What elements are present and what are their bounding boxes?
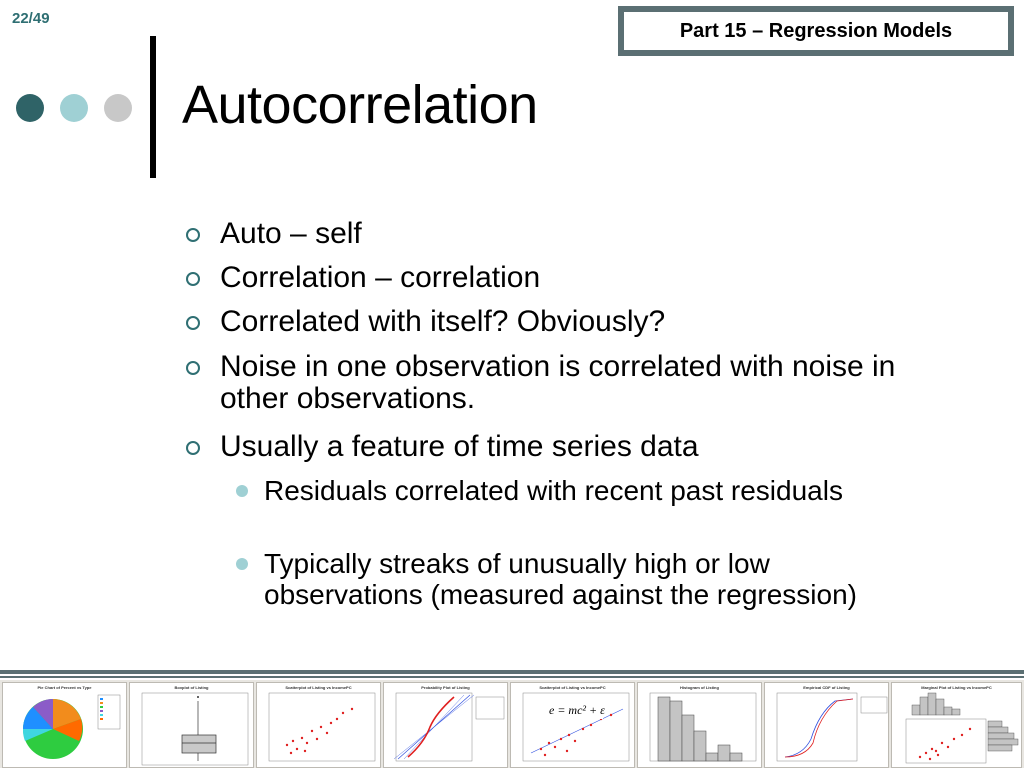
thumbnail-title: Empirical CDF of Listing bbox=[803, 685, 850, 690]
sub-bullet-item bbox=[264, 548, 894, 610]
sub-bullet-dot-icon bbox=[236, 485, 248, 497]
bullet-item bbox=[220, 218, 980, 250]
histogram-icon bbox=[638, 683, 762, 768]
sub-bullet-item bbox=[264, 475, 864, 506]
bullet-ring-icon bbox=[186, 441, 200, 455]
formula-text: e = mc² + ε bbox=[549, 703, 605, 717]
bullet-ring-icon bbox=[186, 361, 200, 375]
pie-chart-icon bbox=[3, 683, 127, 768]
page-number: 22/49 bbox=[12, 10, 50, 27]
sub-bullet-text: Typically streaks of unusually high or low observations (measured against the regression) bbox=[264, 548, 857, 610]
bullet-text: Usually a feature of time series data bbox=[220, 430, 699, 463]
thumbnail-cdf[interactable] bbox=[764, 682, 889, 768]
thumbnail-marginal-plot[interactable] bbox=[891, 682, 1022, 768]
bullet-text: Correlated with itself? Obviously? bbox=[220, 305, 666, 338]
sub-bullet-dot-icon bbox=[236, 558, 248, 570]
bullet-item bbox=[220, 431, 980, 463]
thumbnail-probability-plot[interactable] bbox=[383, 682, 508, 768]
thumbnail-boxplot[interactable] bbox=[129, 682, 254, 768]
scatterplot-formula-icon bbox=[511, 683, 635, 768]
marginal-plot-icon bbox=[892, 683, 1022, 768]
thumbnail-title: Pie Chart of Percent vs Type bbox=[37, 685, 92, 690]
slide-title: Autocorrelation bbox=[182, 75, 538, 135]
cdf-icon bbox=[765, 683, 889, 768]
bullet-item bbox=[220, 306, 980, 338]
bullet-text: Auto – self bbox=[220, 217, 362, 250]
scatterplot-icon bbox=[257, 683, 381, 768]
bullet-text: Noise in one observation is correlated with noise in other observations. bbox=[220, 350, 896, 415]
bullet-text: Correlation – correlation bbox=[220, 261, 541, 294]
thumbnail-title: Scatterplot of Listing vs IncomePC bbox=[285, 685, 352, 690]
thumbnail-title: Marginal Plot of Listing vs IncomePC bbox=[921, 685, 992, 690]
thumbnail-scatterplot-formula[interactable] bbox=[510, 682, 635, 768]
section-header-title: Part 15 – Regression Models bbox=[679, 19, 953, 42]
footer-rule bbox=[0, 670, 1024, 674]
thumbnail-strip bbox=[0, 680, 1024, 768]
bullet-ring-icon bbox=[186, 228, 200, 242]
sub-bullet-text: Residuals correlated with recent past residuals bbox=[264, 475, 843, 506]
footer-rule-thin bbox=[0, 676, 1024, 678]
thumbnail-histogram[interactable] bbox=[637, 682, 762, 768]
bullet-item bbox=[220, 262, 980, 294]
thumbnail-pie-chart[interactable] bbox=[2, 682, 127, 768]
thumbnail-title: Probability Plot of Listing bbox=[421, 685, 470, 690]
bullet-ring-icon bbox=[186, 272, 200, 286]
boxplot-icon bbox=[130, 683, 254, 768]
thumbnail-title: Boxplot of Listing bbox=[174, 685, 209, 690]
bullet-ring-icon bbox=[186, 316, 200, 330]
probability-plot-icon bbox=[384, 683, 508, 768]
bullet-item bbox=[220, 351, 940, 415]
thumbnail-title: Histogram of Listing bbox=[680, 685, 719, 690]
thumbnail-scatterplot[interactable] bbox=[256, 682, 381, 768]
thumbnail-title: Scatterplot of Listing vs IncomePC bbox=[539, 685, 606, 690]
